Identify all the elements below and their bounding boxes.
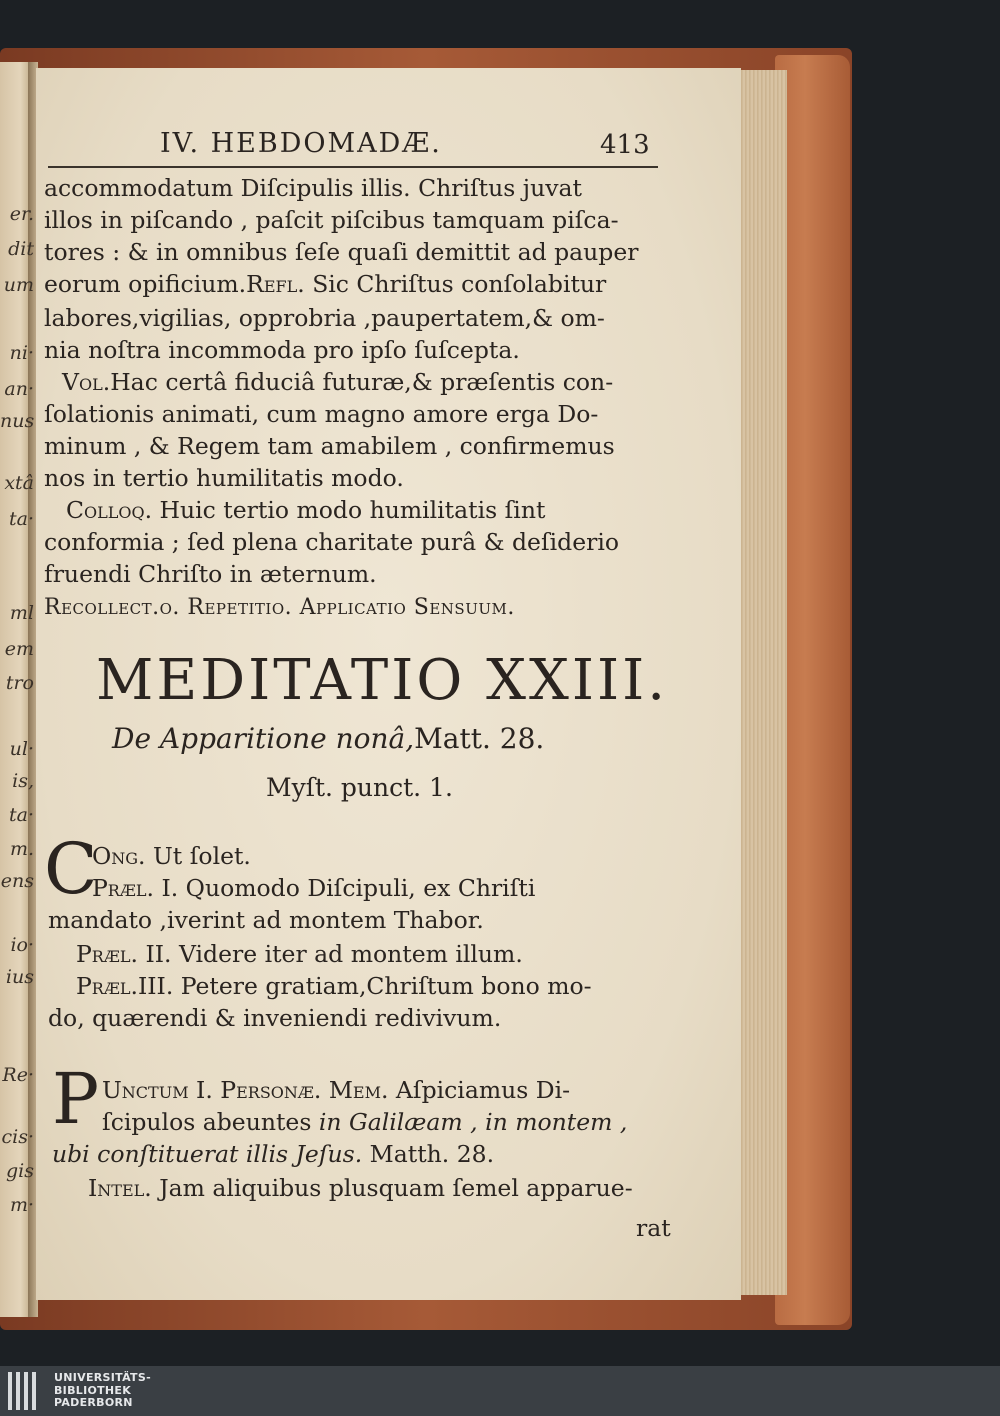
- text-line: fruendi Chriſto in æternum.: [44, 560, 377, 588]
- mysterium-line: Myſt. punct. 1.: [266, 773, 453, 802]
- prael-label: Præl.: [76, 972, 138, 1000]
- page-number: 413: [600, 130, 650, 160]
- facing-page-fragment: Re·: [2, 1064, 34, 1086]
- prael-label: Præl.: [76, 940, 138, 968]
- text-line: [66, 494, 545, 526]
- text-span: Jam aliquibus plusquam ſemel apparue-: [151, 1174, 633, 1202]
- text-span: Huic tertio modo humilitatis ſint: [152, 496, 546, 524]
- header-rule: [48, 166, 658, 168]
- text-line: labores,vigilias, opprobria ,paupertatem,& om-: [44, 304, 605, 332]
- text-line: nos in tertio humilitatis modo.: [44, 464, 404, 492]
- intel-label: Intel.: [88, 1174, 152, 1202]
- facing-page-fragment: is,: [12, 770, 34, 792]
- subtitle-ref: Matt. 28.: [414, 722, 545, 755]
- text-span: Aſpiciamus Di-: [388, 1076, 571, 1104]
- facing-page-fragment: ml: [9, 602, 34, 624]
- text-span: Matth. 28.: [362, 1140, 495, 1168]
- facing-page-fragment: gis: [6, 1160, 34, 1182]
- text-line: minum , & Regem tam amabilem , confirmemus: [44, 432, 615, 460]
- text-line: illos in piſcando , paſcit piſcibus tamquam piſca-: [44, 206, 619, 234]
- facing-page-fragment: xtâ: [4, 472, 34, 494]
- facing-page-fragment: nus: [0, 410, 35, 432]
- text-span: Ut ſolet.: [145, 842, 251, 870]
- text-line: [92, 872, 535, 904]
- meditatio-subtitle: [112, 722, 544, 755]
- library-footer: [0, 1366, 1000, 1416]
- drop-cap-p: P: [52, 1058, 100, 1140]
- colloq-label: Colloq.: [66, 496, 153, 524]
- logo-line: BIBLIOTHEK: [54, 1383, 132, 1397]
- cong-label: Ong.: [92, 842, 146, 870]
- catchword: rat: [636, 1214, 671, 1242]
- facing-page-fragment: io·: [10, 934, 34, 956]
- facing-page-fragment: ni·: [9, 342, 34, 364]
- text-line: [76, 970, 592, 1002]
- text-span: II. Videre iter ad montem illum.: [137, 940, 523, 968]
- facing-page-fragment: ul·: [9, 738, 34, 760]
- text-line: mandato ,iverint ad montem Thabor.: [48, 906, 484, 934]
- text-span: Hac certâ fiduciâ futuræ,& præſentis con-: [110, 368, 614, 396]
- library-logo-text: [54, 1372, 151, 1410]
- text-line: nia noſtra incommoda pro ipſo ſuſcepta.: [44, 336, 520, 364]
- running-head: IV. HEBDOMADÆ.: [160, 128, 442, 159]
- text-span: III. Petere gratiam,Chriſtum bono mo-: [137, 972, 592, 1000]
- subtitle-italic: De Apparitione nonâ,: [112, 722, 415, 755]
- drop-cap-c: C: [44, 828, 98, 910]
- facing-page-fragment: m·: [9, 1194, 34, 1216]
- text-span: I. Quomodo Diſcipuli, ex Chriſti: [153, 874, 536, 902]
- text-line: [76, 938, 523, 970]
- facing-page-fragment: ius: [5, 966, 34, 988]
- text-span: Sic Chriſtus conſolabitur: [304, 270, 607, 298]
- facing-page-fragment: an·: [4, 378, 34, 400]
- text-span: eorum opificium.: [44, 270, 247, 298]
- text-line: [62, 366, 613, 398]
- prael-label: Præl.: [92, 874, 154, 902]
- logo-line: PADERBORN: [54, 1396, 133, 1409]
- facing-page-fragment: m.: [9, 838, 34, 860]
- text-line: do, quærendi & inveniendi redivivum.: [48, 1004, 502, 1032]
- recollectio-line: Recollect.o. Repetitio. Applicatio Sensuum.: [44, 595, 515, 620]
- punctum-label: Unctum I. Personæ. Mem.: [102, 1076, 389, 1104]
- text-span: ſcipulos abeuntes: [102, 1108, 319, 1136]
- facing-page-fragment: ens: [0, 870, 34, 892]
- text-line: ſolationis animati, cum magno amore erga Do-: [44, 400, 599, 428]
- text-line: tores : & in omnibus ſeſe quaſi demittit ad pauper: [44, 238, 639, 266]
- text-line: [44, 268, 606, 300]
- text-span-italic: in Galilæam , in montem ,: [318, 1108, 628, 1136]
- text-line: [88, 1172, 633, 1204]
- vol-label: Vol.: [62, 368, 111, 396]
- facing-page-fragment: cis·: [1, 1126, 34, 1148]
- text-line: [102, 1074, 570, 1106]
- refl-label: Refl.: [246, 270, 305, 298]
- page-edges: [735, 70, 787, 1295]
- library-logo-icon: [8, 1372, 44, 1410]
- facing-page-fragment: ta·: [8, 804, 34, 826]
- text-line: accommodatum Diſcipulis illis. Chriſtus juvat: [44, 174, 582, 202]
- text-line: conformia ; ſed plena charitate purâ & deſiderio: [44, 528, 620, 556]
- text-line: [92, 840, 251, 872]
- text-line: [102, 1106, 627, 1138]
- text-span-italic: ubi conſtituerat illis Jeſus.: [52, 1140, 363, 1168]
- logo-line: UNIVERSITÄTS-: [54, 1371, 151, 1384]
- facing-page-fragment: tro: [5, 672, 34, 694]
- facing-page-fragment: er.: [9, 203, 34, 225]
- facing-page-fragment: ta·: [8, 508, 34, 530]
- facing-page-fragment: em: [4, 638, 34, 660]
- facing-page-fragment: um: [3, 274, 34, 296]
- facing-page-fragment: dit: [8, 238, 34, 260]
- text-line: [52, 1138, 494, 1170]
- meditatio-title: MEDITATIO XXIII.: [96, 648, 668, 713]
